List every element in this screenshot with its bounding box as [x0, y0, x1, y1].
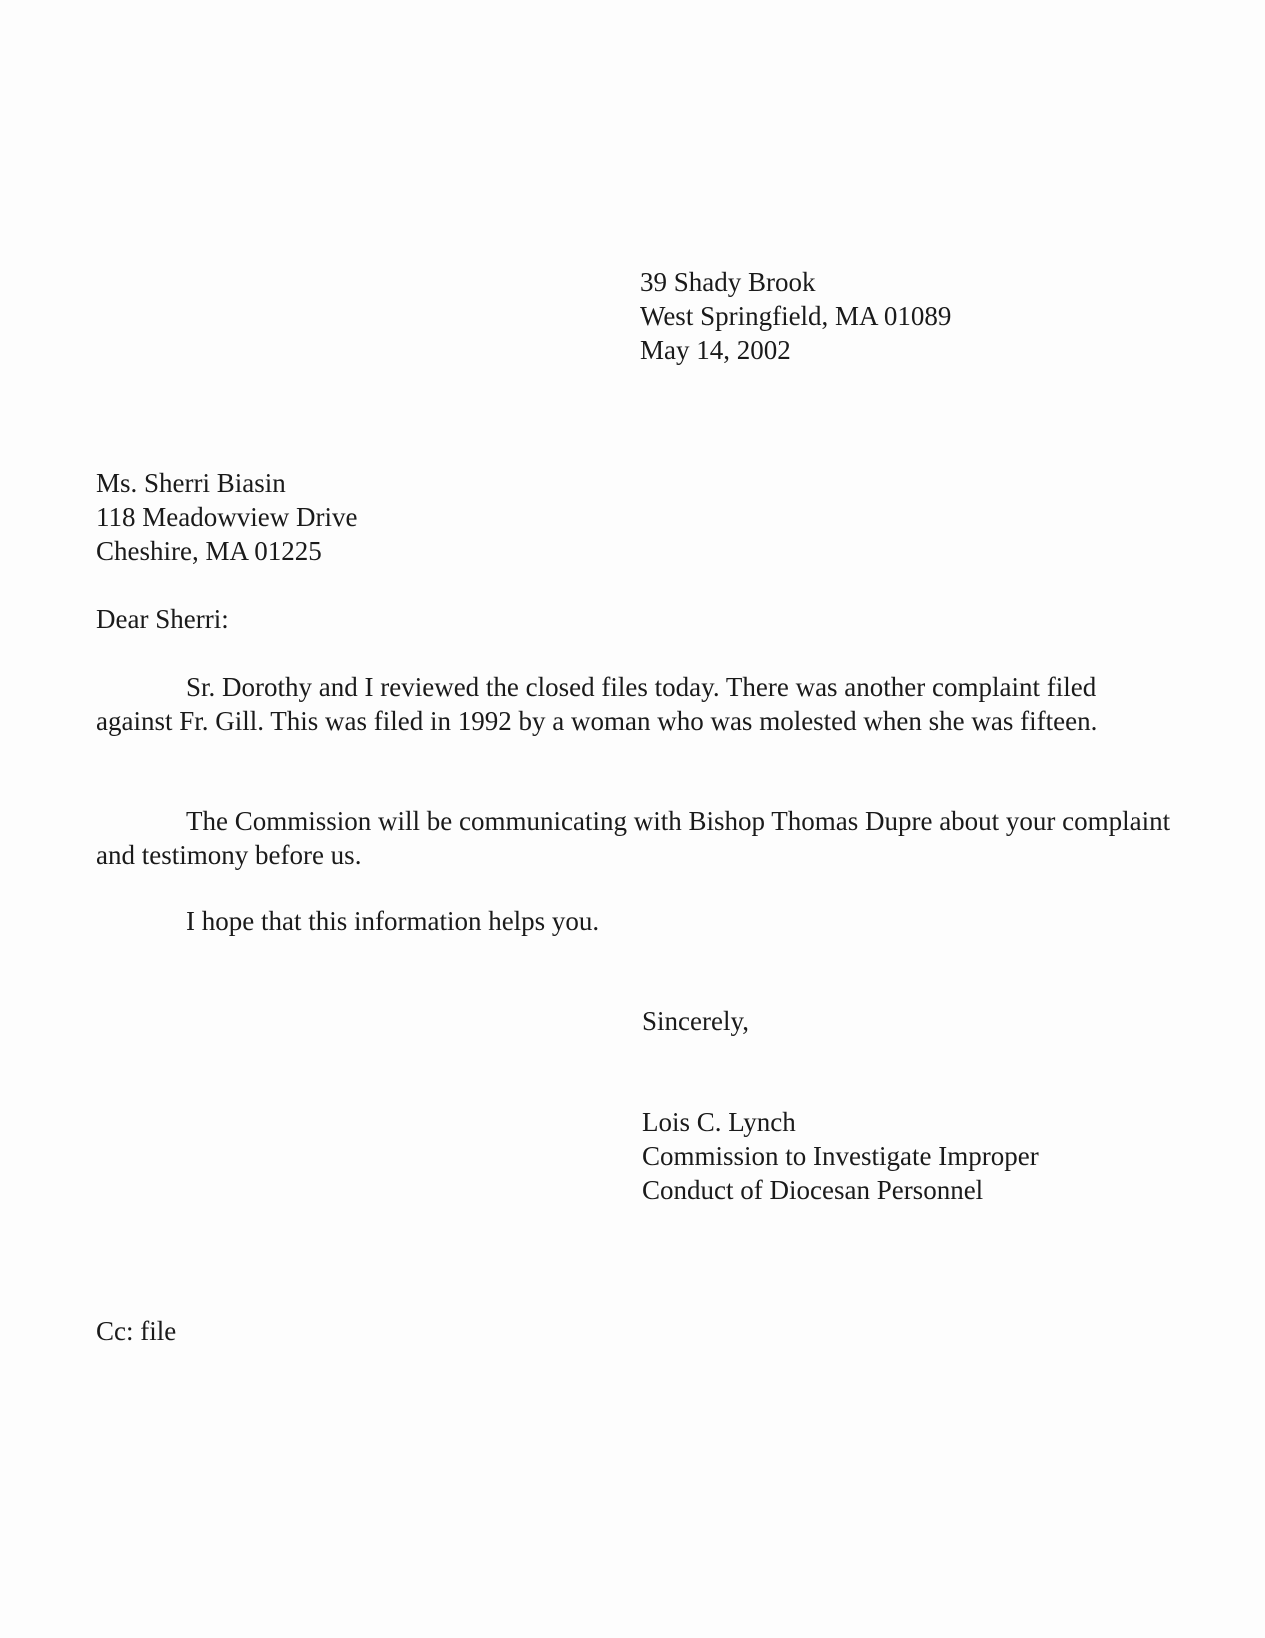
- body-paragraph: [96, 904, 1176, 938]
- paragraph-text: Sr. Dorothy and I reviewed the closed files today. There was another complaint filed against Fr. Gill. This was filed in 1992 by a woman who was molested when she was fifteen.: [96, 672, 1098, 736]
- address-line: Cheshire, MA 01225: [96, 536, 322, 566]
- body-paragraph: [96, 804, 1176, 872]
- recipient-address: [96, 466, 357, 568]
- closing: Sincerely,: [642, 1006, 749, 1036]
- salutation: Dear Sherri:: [96, 604, 229, 634]
- address-line: 39 Shady Brook: [640, 267, 816, 297]
- paragraph-text: The Commission will be communicating with Bishop Thomas Dupre about your complaint and testimony before us.: [96, 806, 1171, 870]
- signature-block: [642, 1105, 1039, 1207]
- body-paragraph: [96, 670, 1176, 738]
- address-line: 118 Meadowview Drive: [96, 502, 358, 532]
- signer-title: Commission to Investigate Improper: [642, 1141, 1039, 1171]
- cc-line: Cc: file: [96, 1316, 177, 1346]
- sender-address: [640, 265, 951, 367]
- signer-title: Conduct of Diocesan Personnel: [642, 1175, 984, 1205]
- paragraph-text: I hope that this information helps you.: [186, 906, 600, 936]
- signer-name: Lois C. Lynch: [642, 1107, 796, 1137]
- recipient-name: Ms. Sherri Biasin: [96, 468, 286, 498]
- letter-date: May 14, 2002: [640, 335, 791, 365]
- address-line: West Springfield, MA 01089: [640, 301, 952, 331]
